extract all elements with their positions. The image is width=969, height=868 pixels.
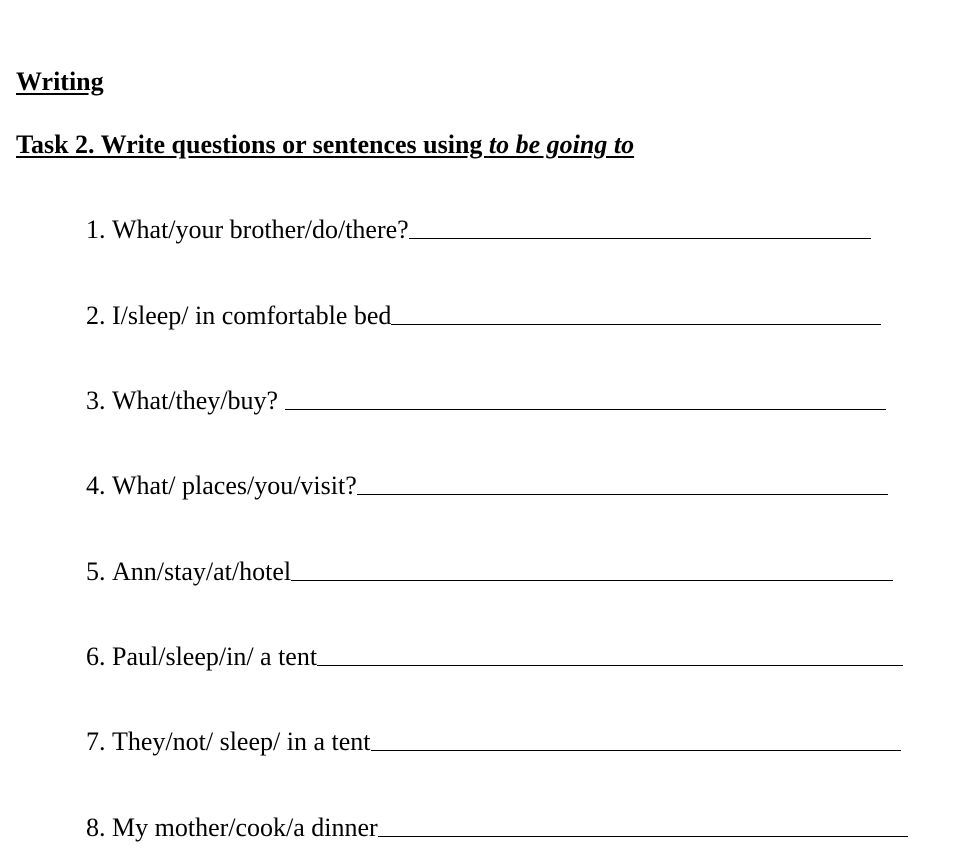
item-number: 7. bbox=[86, 727, 106, 756]
task-instruction-emphasis: to be going to bbox=[488, 130, 635, 159]
answer-blank[interactable] bbox=[391, 302, 881, 325]
answer-blank[interactable] bbox=[317, 643, 903, 666]
item-prompt: What/your brother/do/there? bbox=[112, 215, 409, 244]
item-number: 8. bbox=[86, 813, 106, 842]
item-number: 4. bbox=[86, 471, 106, 500]
item-prompt: Ann/stay/at/hotel bbox=[112, 557, 292, 586]
item-prompt: Paul/sleep/in/ a tent bbox=[112, 642, 318, 671]
answer-blank[interactable] bbox=[409, 216, 871, 239]
item-prompt: They/not/ sleep/ in a tent bbox=[112, 727, 371, 756]
task-instruction bbox=[16, 129, 634, 160]
item-prompt: My mother/cook/a dinner bbox=[112, 813, 378, 842]
item-number: 1. bbox=[86, 215, 106, 244]
item-prompt: I/sleep/ in comfortable bed bbox=[112, 301, 392, 330]
item-number: 3. bbox=[86, 386, 106, 415]
section-title: Writing bbox=[16, 67, 104, 96]
answer-blank[interactable] bbox=[378, 814, 908, 837]
exercise-item-8 bbox=[86, 812, 908, 843]
item-prompt: What/ places/you/visit? bbox=[112, 471, 357, 500]
item-number: 6. bbox=[86, 642, 106, 671]
item-number: 5. bbox=[86, 557, 106, 586]
task-instruction-text: Task 2. Write questions or sentences using bbox=[16, 130, 489, 159]
exercise-item-6 bbox=[86, 641, 903, 672]
item-prompt: What/they/buy? bbox=[112, 386, 279, 415]
exercise-item-2 bbox=[86, 300, 881, 331]
answer-blank[interactable] bbox=[285, 387, 886, 410]
exercise-item-4 bbox=[86, 470, 888, 501]
exercise-item-5 bbox=[86, 556, 893, 587]
answer-blank[interactable] bbox=[357, 472, 888, 495]
exercise-item-1 bbox=[86, 214, 871, 245]
exercise-item-3 bbox=[86, 385, 886, 416]
answer-blank[interactable] bbox=[291, 558, 893, 581]
exercise-item-7 bbox=[86, 726, 901, 757]
answer-blank[interactable] bbox=[371, 728, 901, 751]
item-number: 2. bbox=[86, 301, 106, 330]
